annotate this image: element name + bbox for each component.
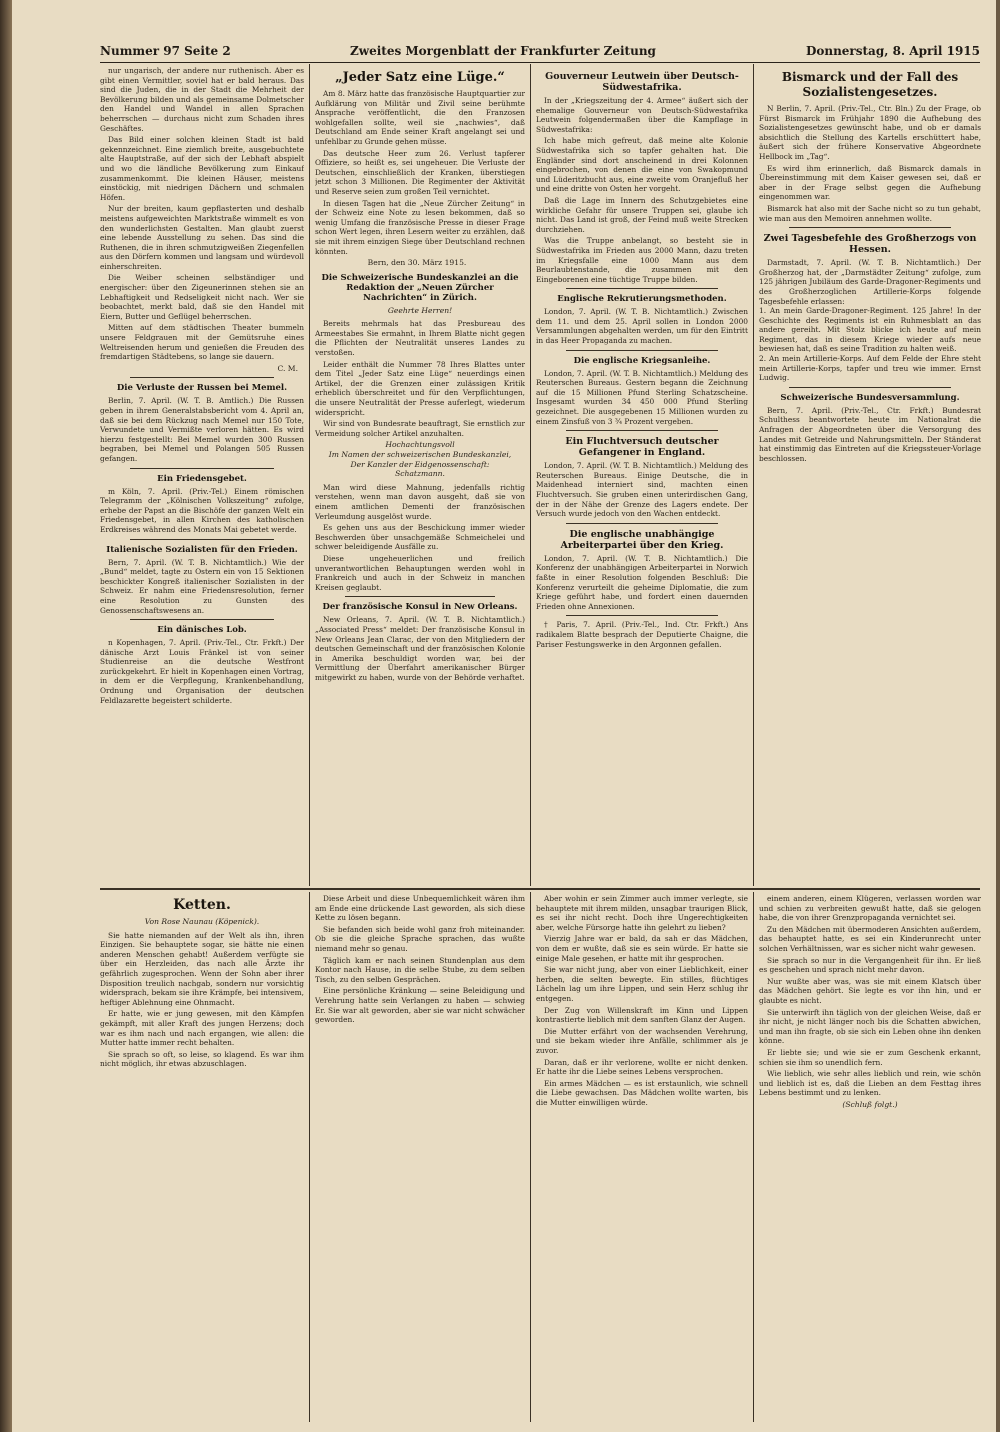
news-headline: Schweizerische Bundesversammlung. xyxy=(780,392,960,403)
to-be-continued-note: (Schluß folgt.) xyxy=(842,1099,898,1109)
story-paragraph: Eine persönliche Kränkung — seine Beleidigung und Verehrung hatte sein Verlangen zu haben — schwieg Er. Sie war alt geworden, aber sie war nicht schwächer geworden. xyxy=(315,986,525,1025)
article-signature: C. M. xyxy=(277,363,298,373)
story-paragraph: einem anderen, einem Klügeren, verlassen worden war und schien zu verbreiten gewußt hatte, daß sie gelogen habe, die von ihrer Grenzpropaganda vernichtet sei. xyxy=(759,894,981,923)
story-paragraph: Täglich kam er nach seinen Stundenplan aus dem Kontor nach Hause, in die selbe Stube, zu dem selben Tisch, zu den selben Gesprächen. xyxy=(315,955,525,984)
article-paragraph: Am 8. März hatte das französische Hauptquartier zur Aufklärung von Militär und Zivil seine berühmte Ansprache veröffentlicht, die den Franzosen wohlgefallen sollte, weil sie „nachwies“, daß Deutschland am Ende seiner Kraft angelangt sei und unfehlbar zu Grunde gehen müsse. xyxy=(315,89,525,146)
story-paragraph: Diese Arbeit und diese Unbequemlichkeit wären ihm am Ende eine drückende Last geworden, als sich diese Kette zu lösen begann. xyxy=(315,894,525,923)
story-paragraph: Sie befanden sich beide wohl ganz froh miteinander. Ob sie die gleiche Sprache sprachen, das wußte niemand mehr so genau. xyxy=(315,924,525,953)
news-headline: Ein dänisches Lob. xyxy=(157,625,247,636)
story-paragraph: Sie war nicht jung, aber von einer Lieblichkeit, einer herben, die selten bewegte. Ein stilles, flüchtiges Lächeln lag um ihre Lippen, und sein Herz schlug ihr entgegen. xyxy=(536,965,748,1003)
news-body: † Paris, 7. April. (Priv.-Tel., Ind. Ctr. Frkft.) Ans radikalem Blatte besprach der Deputierte Chaigne, die Pariser Festungswerke in den Argonnen gefallen. xyxy=(536,620,748,649)
column-rule xyxy=(530,892,531,1422)
news-headline: Englische Rekrutierungsmethoden. xyxy=(557,294,727,305)
story-paragraph: Sie sprach so nur in die Vergangenheit für ihn. Er ließ es geschehen und sprach nicht mehr davon. xyxy=(759,955,981,975)
feuilleton-column-3 xyxy=(536,894,748,1422)
news-headline: Der französische Konsul in New Orleans. xyxy=(322,602,518,613)
article-title: Gouverneur Leutwein über Deutsch-Südwestafrika. xyxy=(545,71,739,93)
news-body: Darmstadt, 7. April. (W. T. B. Nichtamtlich.) Der Großherzog hat, der „Darmstädter Zeitung“ zufolge, zum 125 jährigen Jubiläum des Garde-Dragoner-Regiments und des Großherzoglichen Artillerie-Korps folgende Tagesbefehle erlassen: 1. An mein Garde-Dragoner-Regiment. 125 Jahre! In der Geschichte des Regiments ist ein Ruhmesblatt an das andere gereiht. Mit Stolz blicke ich heute auf mein Regiment, das in diesem Kriege wieder aufs neue bewiesen hat, daß es seine Tradition zu halten weiß. 2. An mein Artillerie-Korps. Auf dem Felde der Ehre steht mein Artillerie-Korps, tapfer und treu wie immer. Ernst Ludwig. xyxy=(759,258,981,383)
column-rule xyxy=(309,64,310,886)
header-page-number: Nummer 97 Seite 2 xyxy=(100,44,231,58)
article-paragraph: Es gehen uns aus der Beschickung immer wieder Beschwerden über unsachgemäße Schmeichelei und schwer beleidigende Ausfälle zu. xyxy=(315,523,525,552)
article-divider xyxy=(789,387,951,388)
story-paragraph: Daran, daß er ihr verlorene, wollte er nicht denken. Er hatte ihr die Liebe seines Lebens versprochen. xyxy=(536,1057,748,1077)
article-paragraph: Das Bild einer solchen kleinen Stadt ist bald gekennzeichnet. Eine ziemlich breite, ausgebuchtete alte Hauptstraße, auf der sich der Lebhaft abspielt und wo die ländliche Bevölkerung zum Einkauf zusammenkommt. Die kleinen Häuser, meistens einstöckig, mit niedrigen Dächern und schmalen Höfen. xyxy=(100,135,304,202)
article-divider xyxy=(130,377,274,378)
news-headline: Ein Fluchtversuch deutscher Gefangener in England. xyxy=(565,436,719,459)
news-headline: Ein Friedensgebet. xyxy=(157,473,247,484)
story-paragraph: Nur wußte aber was, was sie mit einem Klatsch über das Mädchen gehört. Sie legte es vor ihn hin, und er glaubte es nicht. xyxy=(759,976,981,1005)
article-paragraph: Das deutsche Heer zum 26. Verlust tapferer Offiziere, so heißt es, sei ungeheuer. Die Verluste der Deutschen, einschließlich der Kranken, überstiegen jetzt schon 3 Millionen. Die Regimenter der Aktivität und Reserve seien zum großen Teil vernichtet. xyxy=(315,148,525,196)
book-binding-edge xyxy=(0,0,12,1432)
news-headline: Die englische Kriegsanleihe. xyxy=(573,355,711,366)
letter-paragraph: Leider enthält die Nummer 78 Ihres Blattes unter dem Titel „Jeder Satz eine Lüge“ neuerdings einen Artikel, der die Grenzen einer zulässigen Kritik erheblich überschreitet und für den Verpflichtungen, die unsere Neutralität der Presse auferlegt, wiederum widerspricht. xyxy=(315,359,525,417)
column-rule xyxy=(753,892,754,1422)
news-body: n Kopenhagen, 7. April. (Priv.-Tel., Ctr. Frkft.) Der dänische Arzt Louis Fränkel ist von seiner Studienreise an die deutsche Westfront zurückgekehrt. Er hielt in Kopenhagen einen Vortrag, in dem er die Verpflegung, Krankenbehandlung, Ordnung und Organisation der deutschen Feldlazarette begeistert schilderte. xyxy=(100,638,304,705)
column-1 xyxy=(100,66,304,886)
column-3 xyxy=(536,66,748,886)
story-paragraph: Ein armes Mädchen — es ist erstaunlich, wie schnell die Liebe gewachsen. Das Mädchen wollte warten, bis die Mutter einwilligen würde. xyxy=(536,1078,748,1107)
column-4 xyxy=(759,66,981,886)
story-paragraph: Die Mutter erfährt von der wachsenden Verehrung, und sie bekam wieder ihre Anfälle, schlimmer als je zuvor. xyxy=(536,1026,748,1055)
article-paragraph: Man wird diese Mahnung, jedenfalls richtig verstehen, wenn man davon ausgeht, daß sie von einem amtlichen Dementi der französischen Verleumdung ausgelöst wurde. xyxy=(315,482,525,521)
news-body: m Köln, 7. April. (Priv.-Tel.) Einem römischen Telegramm der „Kölnischen Volkszeitung“ zufolge, erhebe der Papst an die Bischöfe der ganzen Welt ein Friedensgebet, in allen Kirchen des katholischen Erdkreises während des Monats Mai gebetet werde. xyxy=(100,486,304,534)
column-rule xyxy=(530,64,531,886)
letter-paragraph: Bereits mehrmals hat das Presbureau des Armeestabes Sie ermahnt, in Ihrem Blatte nicht gegen die Pflichten der Neutralität unseres Landes zu verstoßen. xyxy=(315,319,525,358)
article-paragraph: Daß die Lage im Innern des Schutzgebietes eine wirkliche Gefahr für unsere Truppen sei, glaube ich nicht. Das Land ist groß, der Feind muß weite Strecken durchziehen. xyxy=(536,195,748,234)
feuilleton-column-4 xyxy=(759,894,981,1422)
article-paragraph: N Berlin, 7. April. (Priv.-Tel., Ctr. Bln.) Zu der Frage, ob Fürst Bismarck im Frühjahr 1890 die Aufhebung des Sozialistengesetzes gewünscht habe, und ob er damals absichtlich die Stellung des Kartells erschüttert habe, äußert sich der frühere Konservative Abgeordnete Hellbock im „Tag“. xyxy=(759,104,981,161)
feuilleton-byline: Von Rose Naunau (Köpenick). xyxy=(144,917,260,926)
news-body: Bern, 7. April. (W. T. B. Nichtamtlich.) Wie der „Bund“ meldet, tagte zu Ostern ein von 15 Sektionen beschickter Kongreß italienischer Sozialisten in der Schweiz. Er nahm eine Friedensresolution, ferner eine Resolution zu Gunsten des Genossenschaftswesens an. xyxy=(100,557,304,615)
article-paragraph: Nur der breiten, kaum gepflasterten und deshalb meistens aufgeweichten Marktstraße wimmelt es von den wunderlichsten Gestalten. Man glaubt zuerst eine lebende Ausstellung zu sehen. Das sind die Ruthenen, die in ihren schmutzigweißen Ziegenfellen aus den Dörfern kommen und langsam und würdevoll einherschreiten. xyxy=(100,204,304,271)
news-headline: Die englische unabhängige Arbeiterpartei über den Krieg. xyxy=(560,528,724,551)
article-paragraph: Mitten auf dem städtischen Theater bummeln unsere Feldgrauen mit der Gemütsruhe eines Weltreisenden herum und genießen die Freuden des fremdartigen Städtebens, so lange sie dauern. xyxy=(100,323,304,362)
article-divider xyxy=(345,596,495,597)
article-divider xyxy=(789,227,951,228)
news-body: Bern, 7. April. (Priv.-Tel., Ctr. Frkft.) Bundesrat Schulthess beantwortete heute im Nationalrat die Anfragen der Abgeordneten über die Versorgung des Landes mit Getreide und Nahrungsmitteln. Der Ständerat hat einstimmig das Eintreten auf die Kriegssteuer-Vorlage beschlossen. xyxy=(759,405,981,463)
letter-heading: Die Schweizerische Bundeskanzlei an die Redaktion der „Neuen Zürcher Nachrichten“ in Zürich. xyxy=(321,272,519,303)
news-body: New Orleans, 7. April. (W. T. B. Nichtamtlich.) „Associated Press“ meldet: Der französische Konsul in New Orleans Jean Clarac, der von den Mitgliedern der deutschen Gemeinschaft und der französischen Kolonie in Amerika beschuldigt worden war, bei der Vermittlung der Überfahrt amerikanischer Bürger mitgewirkt zu haben, wurde von der Behörde verhaftet. xyxy=(315,615,525,682)
article-paragraph: Es wird ihm erinnerlich, daß Bismarck damals in Übereinstimmung mit dem Kaiser gewesen sei, daß er aber in der Frage selbst gegen die Aufhebung eingenommen war. xyxy=(759,163,981,202)
article-paragraph: In der „Kriegszeitung der 4. Armee“ äußert sich der ehemalige Gouverneur von Deutsch-Südwestafrika Leutwein folgendermaßen über die Kampflage in Südwestafrika: xyxy=(536,96,748,134)
story-paragraph: Er hatte, wie er jung gewesen, mit den Kämpfen gekämpft, mit aller Kraft des jungen Herzens; doch war es ihm nach und nach ergangen, wie allen: die Mutter hatte immer recht behalten. xyxy=(100,1009,304,1048)
column-rule xyxy=(309,892,310,1422)
article-divider xyxy=(130,619,274,620)
article-paragraph: In diesen Tagen hat die „Neue Zürcher Zeitung“ in der Schweiz eine Note zu lesen bekommen, daß so wenig Umfang die französische Presse in dieser Frage schon Wert legen, ihren Lesern weiter zu erzählen, daß sie mit ihrem einzigen Siege über Deutschland rechnen könnten. xyxy=(315,198,525,256)
article-title: Bismarck und der Fall des Sozialistengesetzes. xyxy=(781,70,959,99)
news-body: London, 7. April. (W. T. B. Nichtamtlich.) Meldung des Reuterschen Bureaus. Gestern begann die Zeichnung auf die 15 Millionen Pfund Sterling Schatzscheine. Insgesamt wurden 34 450 000 Pfund Sterling gezeichnet. Die ausgegebenen 15 Millionen wurden zu einem Zinsfuß von 3 ¾ Prozent vergeben. xyxy=(536,368,748,426)
article-divider xyxy=(566,430,718,431)
feuilleton-column-1 xyxy=(100,894,304,1422)
article-paragraph: Die Weiber scheinen selbständiger und energischer: über den Zigeunerinnen stehen sie an Lebhaftigkeit und Redseligkeit nicht nach. Wer sie beobachtet, merkt bald, daß sie den Handel mit Eiern, Butter und Geflügel beherrschen. xyxy=(100,273,304,321)
feuilleton-column-2 xyxy=(315,894,525,1422)
story-paragraph: Wie lieblich, wie sehr alles lieblich und rein, wie schön und lieblich ist es, daß die Lieben an dem Festtag ihres Lebens bestimmt und zu lenken. xyxy=(759,1069,981,1098)
article-divider xyxy=(130,539,274,540)
news-body: London, 7. April. (W. T. B. Nichtamtlich.) Zwischen dem 11. und dem 25. April sollen in London 2000 Versammlungen abgehalten werden, um für den Eintritt in das Heer Propaganda zu machen. xyxy=(536,307,748,346)
story-paragraph: Zu den Mädchen mit übermoderen Ansichten außerdem, das behauptet hatte, es sei ein Kinderunrecht unter solchen Verhältnissen, war es sicher nicht wahr gewesen. xyxy=(759,924,981,953)
article-paragraph: Diese ungeheuerlichen und freilich unverantwortlichen Behauptungen werden wohl in Frankreich und auch in der Schweiz in manchen Kreisen geglaubt. xyxy=(315,553,525,592)
story-paragraph: Sie unterwirft ihn täglich von der gleichen Weise, daß er ihr nicht, je nicht länger noch bis die Schatten abwichen, und man ihn fragte, ob sie sich ein Leben ohne ihn denken könne. xyxy=(759,1007,981,1046)
news-body: London, 7. April. (W. T. B. Nichtamtlich.) Die Konferenz der unabhängigen Arbeiterpartei in Norwich faßte in einer Resolution folgenden Beschluß: Die Konferenz verurteilt die geheime Diplomatie, die zum Kriege geführt habe, und fordert einen dauernden Frieden ohne Annexionen. xyxy=(536,553,748,611)
letter-paragraph: Wir sind von Bundesrate beauftragt, Sie ernstlich zur Vermeidung solcher Artikel anzuhalten. xyxy=(315,419,525,438)
feuilleton-divider xyxy=(100,888,980,890)
article-divider xyxy=(566,523,718,524)
article-title: „Jeder Satz eine Lüge.“ xyxy=(335,70,505,85)
news-headline: Die Verluste der Russen bei Memel. xyxy=(116,383,288,394)
article-paragraph: Was die Truppe anbelangt, so besteht sie in Südwestafrika im Frieden aus 2000 Mann, dazu treten im Kriegsfalle eine 1000 Mann aus dem Beurlaubtenstande, die zusammen mit den Eingeborenen eine tüchtige Truppe bilden. xyxy=(536,236,748,284)
header-date: Donnerstag, 8. April 1915 xyxy=(805,44,980,58)
letter-closing: Hochachtungsvoll Im Namen der schweizerischen Bundeskanzlei, Der Kanzler der Eidgenossenschaft: Schatzmann. xyxy=(328,440,512,479)
article-divider xyxy=(130,468,274,469)
article-divider xyxy=(566,615,718,616)
article-divider xyxy=(566,288,718,289)
article-paragraph: nur ungarisch, der andere nur ruthenisch. Aber es gibt einen Vermittler, soviel hat er bald heraus. Das sind die Juden, die in der Stadt die Mehrheit der Bevölkerung bilden und als gemeinsame Dolmetscher den Handel und Wandel in allen Sprachen beherrschen — durchaus nicht zum Schaden ihres Geschäftes. xyxy=(100,66,304,133)
story-paragraph: Sie hatte niemanden auf der Welt als ihn, ihren Einzigen. Sie behauptete sogar, sie hätte nie einen anderen Menschen gehabt! Außerdem verfügte sie über ein Herzleiden, das nach alle Ärzte ihr gefährlich zugesprochen. Wenn der Sohn aber ihrer Disposition treulich nachgab, sondern nur vorsichtig widersprach, bekam sie ihre Krämpfe, bei intensivem, heftiger Ablehnung eine Ohnmacht. xyxy=(100,930,304,1007)
header-publication: Zweites Morgenblatt der Frankfurter Zeitung xyxy=(350,44,656,58)
letter-date: Bern, den 30. März 1915. xyxy=(367,258,467,268)
news-body: London, 7. April. (W. T. B. Nichtamtlich.) Meldung des Reuterschen Bureaus. Einige Deutsche, die in Maidenhead interniert sind, machten einen Fluchtversuch. Sie gruben einen unterirdischen Gang, der in der Nähe der Grenze des Lagers endete. Der Versuch wurde jedoch von den Wachen entdeckt. xyxy=(536,461,748,519)
news-headline: Italienische Sozialisten für den Frieden. xyxy=(106,544,298,555)
letter-salutation: Geehrte Herren! xyxy=(387,305,453,315)
column-rule xyxy=(753,64,754,886)
story-paragraph: Er liebte sie; und wie sie er zum Geschenk erkannt, schien sie ihm so unendlich fern. xyxy=(759,1047,981,1067)
page-header xyxy=(100,40,980,63)
article-divider xyxy=(566,350,718,351)
feuilleton-title: Ketten. xyxy=(173,897,231,913)
news-headline: Zwei Tagesbefehle des Großherzogs von Hessen. xyxy=(763,233,977,256)
article-paragraph: Ich habe mich gefreut, daß meine alte Kolonie Südwestafrika sich so tapfer gehalten hat. Die Engländer sind dort anscheinend in drei Kolonnen eingebrochen, von denen die eine von Swakopmund und Lüderitzbucht aus, eine zweite vom Oranjefluß her und eine dritte von Osten her vorgeht. xyxy=(536,136,748,194)
column-2 xyxy=(315,66,525,886)
story-paragraph: Der Zug von Willenskraft im Kinn und Lippen kontrastierte lieblich mit dem sanften Glanz der Augen. xyxy=(536,1005,748,1025)
story-paragraph: Aber wohin er sein Zimmer auch immer verlegte, sie behauptete mit ihrem milden, unsagbar traurigen Blick, es sei ihr nicht recht. Doch ihre Ungerechtigkeiten aber, welche Fürsorge hatte ihn gelehrt zu lieben? xyxy=(536,894,748,932)
story-paragraph: Sie sprach so oft, so leise, so klagend. Es war ihm nicht möglich, ihr etwas abzuschlagen. xyxy=(100,1049,304,1069)
article-paragraph: Bismarck hat also mit der Sache nicht so zu tun gehabt, wie man aus den Memoiren annehmen wollte. xyxy=(759,203,981,223)
news-body: Berlin, 7. April. (W. T. B. Amtlich.) Die Russen geben in ihrem Generalstabsbericht vom 4. April an, daß sie bei dem Rückzug nach Memel nur 150 Tote, Verwundete und Vermißte verloren hätten. Es wird hierzu festgestellt: Bei Memel wurden 300 Russen begraben, bei Memel und Polangen 505 Russen gefangen. xyxy=(100,396,304,463)
story-paragraph: Vierzig Jahre war er bald, da sah er das Mädchen, von dem er wußte, daß sie es sein würde. Er hatte sie einige Male gesehen, er hatte mit ihr gesprochen. xyxy=(536,934,748,963)
newspaper-page xyxy=(12,0,996,1432)
